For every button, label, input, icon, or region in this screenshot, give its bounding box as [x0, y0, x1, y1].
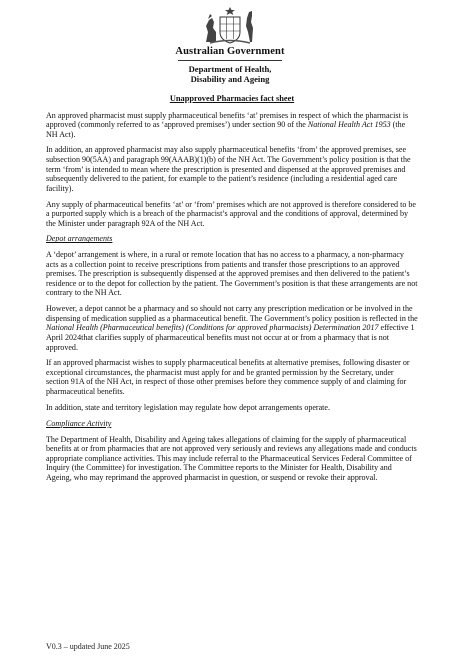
department-name-line1: Department of Health, [188, 64, 272, 74]
header-divider [178, 60, 282, 61]
paragraph-5-text-a: However, a depot cannot be a pharmacy and so should not carry any prescription medication or be involved in the dispensing of medication supplied as a pharmaceutical benefit. The Government’s policy position is reflected in the [46, 304, 418, 323]
department-name-line2: Disability and Ageing [190, 74, 270, 84]
version-footer: V0.3 – updated June 2025 [46, 642, 130, 651]
paragraph-6: If an approved pharmacist wishes to supply pharmaceutical benefits at alternative premises, following disaster or exceptional circumstances, the pharmacist must apply for and be granted permission by the Secretary, under section 91A of the NH Act, in respect of those other premises before they commence supply of and claiming for pharmaceutical benefits. [46, 358, 410, 396]
government-logo [0, 6, 460, 84]
determination-name: National Health (Pharmaceutical benefits) (Conditions for approved pharmacists) Determination 2017 [46, 323, 379, 333]
heading-depot-arrangements: Depot arrangements [46, 234, 113, 244]
paragraph-4: A ‘depot’ arrangement is where, in a rural or remote location that has no access to a pharmacy, a non-pharmacy acts as a collection point to receive prescriptions from patients and transfer those prescriptions to an approved premises. The prescription is subsequently dispensed at the approved premises and then delivered to the patient’s residence or to the depot for collection by the patient. The Government’s position is that these arrangements are not contrary to the NH Act. [46, 250, 418, 298]
paragraph-5-text-b: effective 1 April 2024that clarifies supply of pharmaceutical benefits must not occur at or from a pharmacy that is not approved. [46, 323, 415, 352]
paragraph-5 [46, 304, 418, 352]
paragraph-3: Any supply of pharmaceutical benefits ‘at’ or ‘from’ premises which are not approved is therefore considered to be a purported supply which is a breach of the pharmacist’s approval and the conditions of approval, determined by the Minister under paragraph 92A of the NH Act. [46, 199, 416, 228]
paragraph-2: In addition, an approved pharmacist may also supply pharmaceutical benefits ‘from’ the approved premises, see subsection 90(5AA) and paragraph 99(AAAB)(1)(b) of the NH Act. The Government’s policy position is that the term ‘from’ is intended to mean where the prescription is presented and dispensed at the approved premises and subsequently delivered to the patient, for example to the patient’s residence (including a residential aged care facility). [46, 145, 411, 193]
heading-compliance-activity: Compliance Activity [46, 418, 112, 428]
paragraph-1-text-a: An approved pharmacist must supply pharmaceutical benefits ‘at’ premises in respect of which the pharmacist is approved (commonly referred to as ‘approved premises’) under section 90 of the [46, 110, 409, 130]
paragraph-1-text-b: (the NH Act). [46, 120, 406, 139]
paragraph-7: In addition, state and territory legislation may regulate how depot arrangements operate. [46, 402, 331, 412]
government-name: Australian Government [175, 46, 285, 57]
document-body [46, 94, 418, 489]
act-name: National Health Act 1953 [307, 120, 391, 130]
paragraph-8: The Department of Health, Disability and Ageing takes allegations of claiming for the supply of pharmaceutical benefits at or from pharmacies that are not approved very seriously and reviews any allegations made and conducts appropriate compliance activities. This may include referral to the Pharmaceutical Services Federal Committee of Inquiry (the Committee) for investigation. The Committee reports to the Minister for Health, Disability and Ageing, who may reprimand the approved pharmacist in question, or suspend or revoke their approval. [46, 434, 417, 482]
document-title: Unapproved Pharmacies fact sheet [169, 94, 295, 103]
paragraph-1 [46, 111, 418, 140]
coat-of-arms-icon [200, 6, 260, 46]
